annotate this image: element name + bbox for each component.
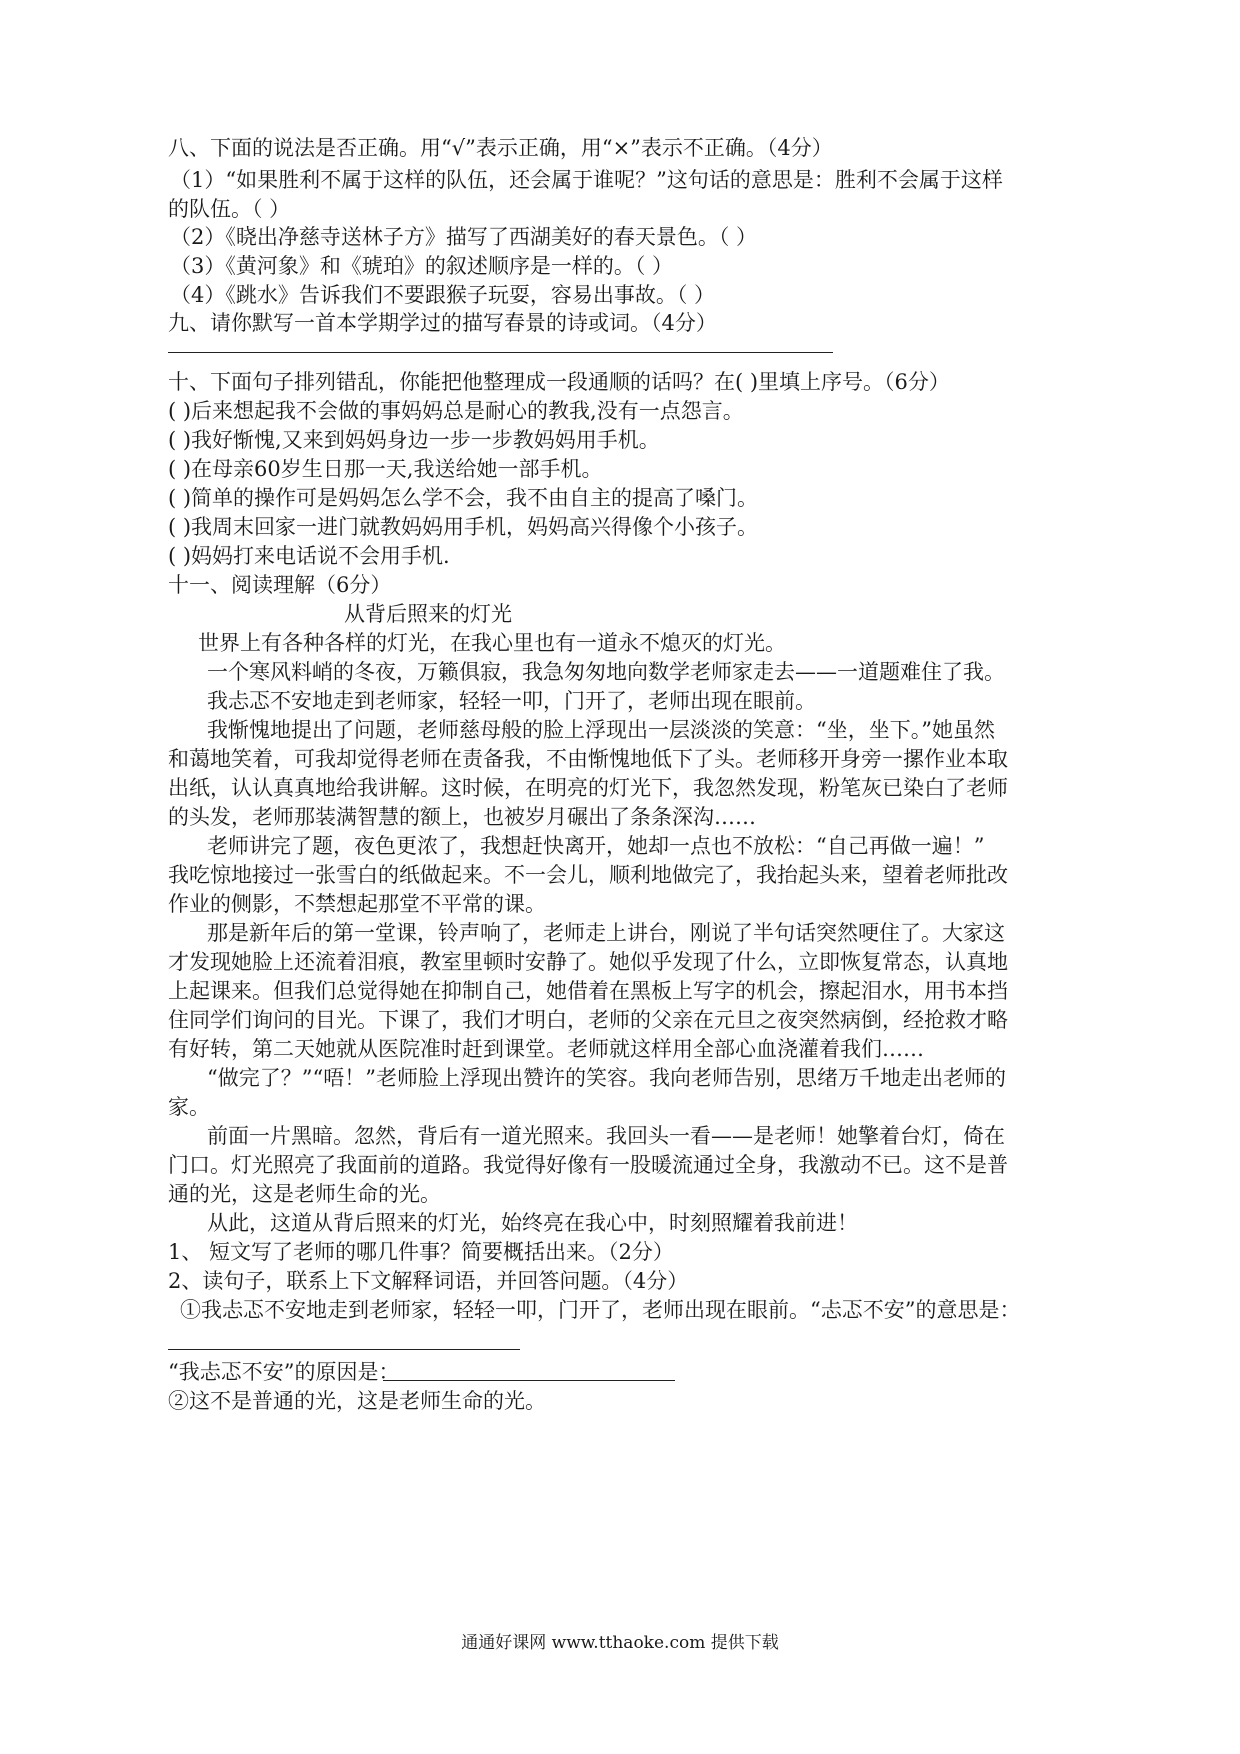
ordering-item-5[interactable]: ( )我周末回家一进门就教妈妈用手机，妈妈高兴得像个小孩子。 [168, 515, 759, 539]
story-line: “做完了？”“唔！”老师脸上浮现出赞许的笑容。我向老师告别，思绪万千地走出老师的 [207, 1066, 1006, 1090]
ordering-item-3[interactable]: ( )在母亲60岁生日那一天,我送给她一部手机。 [168, 457, 603, 481]
section-11-heading: 十一、阅读理解（6分） [168, 573, 392, 597]
section-8-item-2: （2）《晓出净慈寺送林子方》描写了西湖美好的春天景色。（ ） [170, 225, 758, 249]
story-line: 家。 [168, 1095, 210, 1119]
story-line: 才发现她脸上还流着泪痕，教室里顿时安静了。她似乎发现了什么，立即恢复常态，认真地 [168, 950, 1008, 974]
story-line: 出纸，认认真真地给我讲解。这时候，在明亮的灯光下，我忽然发现，粉笔灰已染白了老师 [168, 776, 1008, 800]
meaning-answer-line[interactable] [168, 1349, 520, 1350]
section-10-heading: 十、下面句子排列错乱，你能把他整理成一段通顺的话吗？在( )里填上序号。（6分） [168, 370, 950, 394]
story-line: 我惭愧地提出了问题，老师慈母般的脸上浮现出一层淡淡的笑意：“坐，坐下。”她虽然 [207, 718, 995, 742]
ordering-item-4[interactable]: ( )简单的操作可是妈妈怎么学不会，我不由自主的提高了嗓门。 [168, 486, 759, 510]
story-line: 世界上有各种各样的灯光，在我心里也有一道永不熄灭的灯光。 [198, 631, 786, 655]
story-line: 和蔼地笑着，可我却觉得老师在责备我，不由惭愧地低下了头。老师移开身旁一摞作业本取 [168, 747, 1008, 771]
story-line: 我吃惊地接过一张雪白的纸做起来。不一会儿，顺利地做完了，我抬起头来，望着老师批改 [168, 863, 1008, 887]
story-line: 住同学们询问的目光。下课了，我们才明白，老师的父亲在元旦之夜突然病倒，经抢救才略 [168, 1008, 1008, 1032]
reason-label: “我忐忑不安”的原因是： [168, 1360, 400, 1384]
ordering-item-6[interactable]: ( )妈妈打来电话说不会用手机. [168, 544, 450, 568]
reason-answer-line[interactable] [383, 1380, 675, 1381]
story-line: 的头发，老师那装满智慧的额上，也被岁月碾出了条条深沟…… [168, 805, 756, 829]
story-line: 作业的侧影，不禁想起那堂不平常的课。 [168, 892, 546, 916]
section-8-item-1-line-1: （1）“如果胜利不属于这样的队伍，还会属于谁呢？”这句话的意思是：胜利不会属于这样 [170, 168, 1003, 192]
story-line: 那是新年后的第一堂课，铃声响了，老师走上讲台，刚说了半句话突然哽住了。大家这 [207, 921, 1005, 945]
story-line: 通的光，这是老师生命的光。 [168, 1182, 441, 1206]
ordering-item-1[interactable]: ( )后来想起我不会做的事妈妈总是耐心的教我,没有一点怨言。 [168, 399, 744, 423]
story-line: 从此，这道从背后照来的灯光，始终亮在我心中，时刻照耀着我前进！ [207, 1211, 858, 1235]
story-line: 门口。灯光照亮了我面前的道路。我觉得好像有一股暖流通过全身，我激动不已。这不是普 [168, 1153, 1008, 1177]
story-title: 从背后照来的灯光 [344, 602, 512, 626]
section-9-heading: 九、请你默写一首本学期学过的描写春景的诗或词。（4分） [168, 311, 717, 335]
section-8-item-1-line-2: 的队伍。（ ） [168, 197, 291, 221]
poem-answer-line[interactable] [168, 352, 833, 353]
story-line: 上起课来。但我们总觉得她在抑制自己，她借着在黑板上写字的机会，擦起泪水，用书本挡 [168, 979, 1008, 1003]
story-line: 有好转，第二天她就从医院准时赶到课堂。老师就这样用全部心血浇灌着我们…… [168, 1037, 924, 1061]
story-line: 前面一片黑暗。忽然，背后有一道光照来。我回头一看——是老师！她擎着台灯，倚在 [207, 1124, 1005, 1148]
story-line: 老师讲完了题，夜色更浓了，我想赶快离开，她却一点也不放松：“自己再做一遍！” [207, 834, 985, 858]
section-8-item-4: （4）《跳水》告诉我们不要跟猴子玩耍，容易出事故。（ ） [170, 283, 716, 307]
question-2-item-2: ②这不是普通的光，这是老师生命的光。 [168, 1389, 546, 1413]
question-2: 2、读句子，联系上下文解释词语，并回答问题。（4分） [168, 1269, 689, 1293]
section-8-item-3: （3）《黄河象》和《琥珀》的叙述顺序是一样的。（ ） [170, 254, 674, 278]
question-1: 1、 短文写了老师的哪几件事？简要概括出来。（2分） [168, 1240, 674, 1264]
section-8-heading: 八、下面的说法是否正确。用“√”表示正确，用“×”表示不正确。（4分） [168, 136, 833, 160]
ordering-item-2[interactable]: ( )我好惭愧,又来到妈妈身边一步一步教妈妈用手机。 [168, 428, 660, 452]
story-line: 我忐忑不安地走到老师家，轻轻一叩，门开了，老师出现在眼前。 [207, 689, 816, 713]
story-line: 一个寒风料峭的冬夜，万籁俱寂，我急匆匆地向数学老师家走去——一道题难住了我。 [207, 660, 1005, 684]
footer-credit: 通通好课网 www.tthaoke.com 提供下载 [461, 1633, 779, 1653]
question-2-item-1: ①我忐忑不安地走到老师家，轻轻一叩，门开了，老师出现在眼前。“忐忑不安”的意思是： [180, 1298, 1021, 1322]
